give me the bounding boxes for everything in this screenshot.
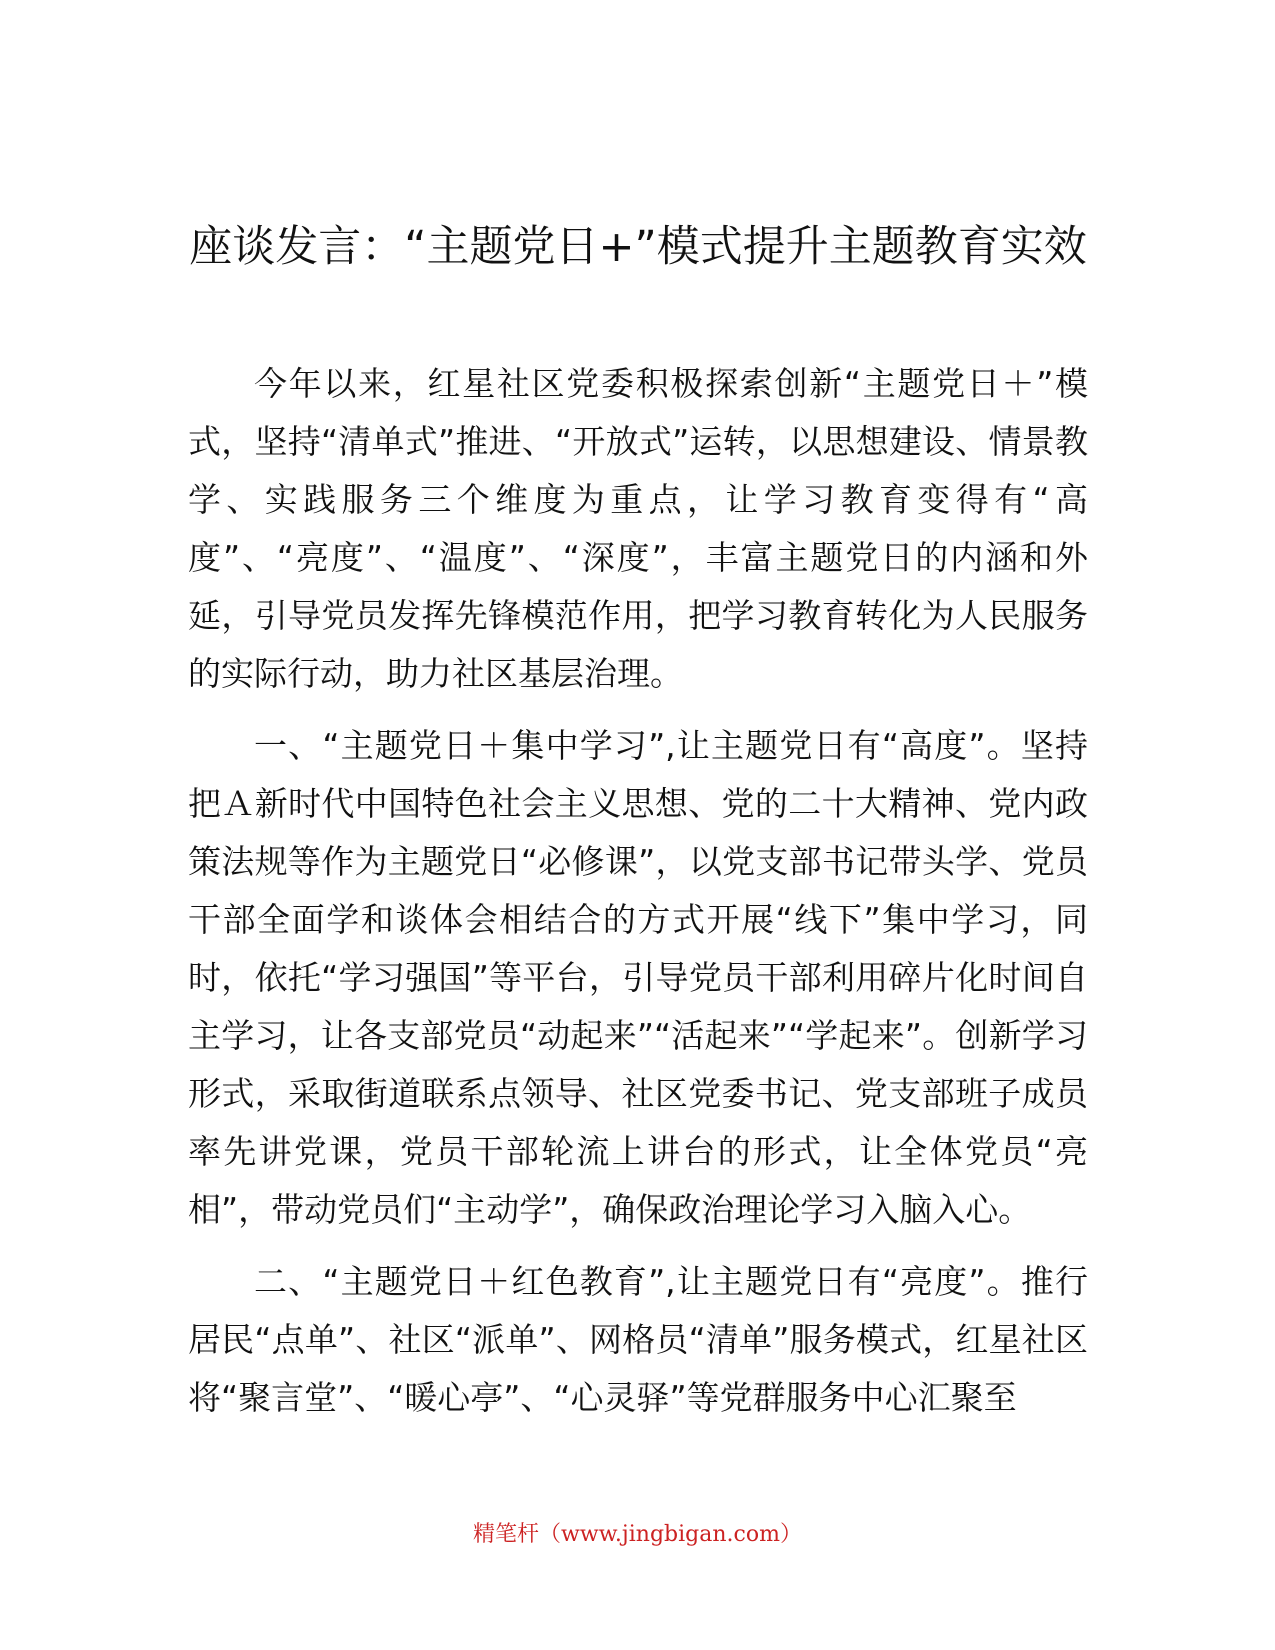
footer-watermark: 精笔杆（www.jingbigan.com） bbox=[473, 1522, 802, 1547]
document-body bbox=[188, 355, 1088, 1441]
paragraph-intro: 今年以来，红星社区党委积极探索创新“主题党日＋”模式，坚持“清单式”推进、“开放式”运转，以思想建设、情景教学、实践服务三个维度为重点，让学习教育变得有“高度”、“亮度”、“温度”、“深度”，丰富主题党日的内涵和外延，引导党员发挥先锋模范作用，把学习教育转化为人民服务的实际行动，助力社区基层治理。 bbox=[188, 364, 1088, 693]
paragraph-section-2: 二、“主题党日＋红色教育”,让主题党日有“亮度”。推行居民“点单”、社区“派单”、网格员“清单”服务模式，红星社区将“聚言堂”、“暖心亭”、“心灵驿”等党群服务中心汇聚至 bbox=[188, 1262, 1088, 1417]
document-title: 座谈发言：“主题党日+”模式提升主题教育实效 bbox=[189, 222, 1087, 272]
paragraph-section-1: 一、“主题党日＋集中学习”,让主题党日有“高度”。坚持把Ａ新时代中国特色社会主义思想、党的二十大精神、党内政策法规等作为主题党日“必修课”，以党支部书记带头学、党员干部全面学和谈体会相结合的方式开展“线下”集中学习，同时，依托“学习强国”等平台，引导党员干部利用碎片化时间自主学习，让各支部党员“动起来”“活起来”“学起来”。创新学习形式，采取街道联系点领导、社区党委书记、党支部班子成员率先讲党课，党员干部轮流上讲台的形式，让全体党员“亮相”，带动党员们“主动学”，确保政治理论学习入脑入心。 bbox=[188, 726, 1088, 1229]
